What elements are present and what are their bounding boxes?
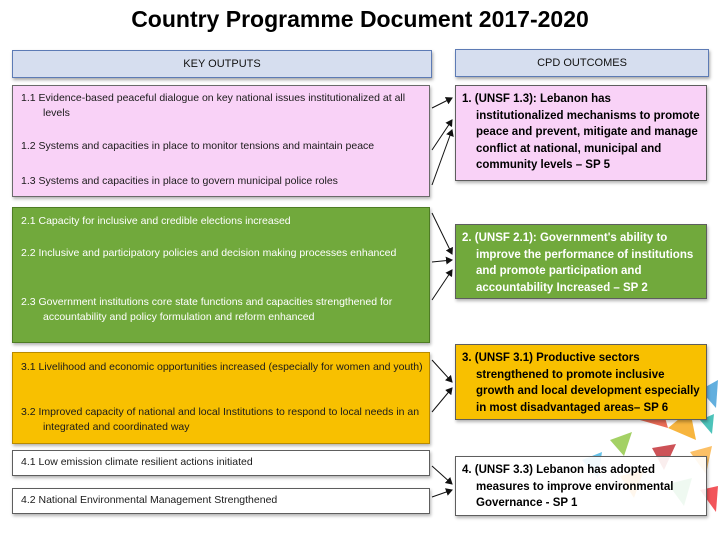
outcome-1 xyxy=(455,85,707,181)
output-3-2: 3.2 Improved capacity of national and local Institutions to respond to local needs in an integrated and coordinated way xyxy=(21,406,420,433)
arrow-4-1 xyxy=(432,466,452,484)
output-3-1: 3.1 Livelihood and economic opportunities increased (especially for women and youth) xyxy=(21,361,423,373)
output-2-1: 2.1 Capacity for inclusive and credible elections increased xyxy=(21,215,291,227)
outcome-4-text: 4. (UNSF 3.3) Lebanon has adopted measures to improve environmental Governance - SP 1 xyxy=(462,464,674,509)
output-4-1: 4.1 Low emission climate resilient actions initiated xyxy=(21,456,253,468)
arrow-2-3 xyxy=(432,270,452,300)
arrow-3-1 xyxy=(432,360,452,382)
page-title: Country Programme Document 2017-2020 xyxy=(131,6,589,32)
outcome-4 xyxy=(455,456,707,516)
outcome-3 xyxy=(455,344,707,420)
outcome-3-text: 3. (UNSF 3.1) Productive sectors strengthened to promote inclusive growth and local development especially in most disadvantaged areas– SP 6 xyxy=(462,352,700,414)
output-1-3: 1.3 Systems and capacities in place to govern municipal police roles xyxy=(21,175,338,187)
cpd-outcomes-header: CPD OUTCOMES xyxy=(455,49,709,77)
arrow-1-2 xyxy=(432,120,452,150)
arrow-2-2 xyxy=(432,260,452,262)
output-1-1: 1.1 Evidence-based peaceful dialogue on key national issues institutionalized at all levels xyxy=(21,92,406,119)
arrow-1-1 xyxy=(432,98,452,108)
output-2-2: 2.2 Inclusive and participatory policies and decision making processes enhanced xyxy=(21,247,397,259)
output-2-3: 2.3 Government institutions core state functions and capacities strengthened for accountability and policy formulation and reform enhanced xyxy=(21,296,393,323)
output-1-2: 1.2 Systems and capacities in place to monitor tensions and maintain peace xyxy=(21,140,375,152)
output-4-2: 4.2 National Environmental Management Strengthened xyxy=(21,494,278,506)
arrow-1-3 xyxy=(432,130,452,185)
outcome-2 xyxy=(455,224,707,299)
arrow-2-1 xyxy=(432,213,452,254)
outcome-2-text: 2. (UNSF 2.1): Government's ability to improve the performance of institutions and promote participation and accountability Increased – SP 2 xyxy=(462,232,694,294)
outcome-1-text: 1. (UNSF 1.3): Lebanon has institutionalized mechanisms to promote peace and prevent, mitigate and manage conflict at national, municipal and community levels – SP 5 xyxy=(462,93,700,171)
arrow-4-2 xyxy=(432,490,452,497)
arrow-3-2 xyxy=(432,388,452,412)
key-outputs-header: KEY OUTPUTS xyxy=(12,50,432,78)
